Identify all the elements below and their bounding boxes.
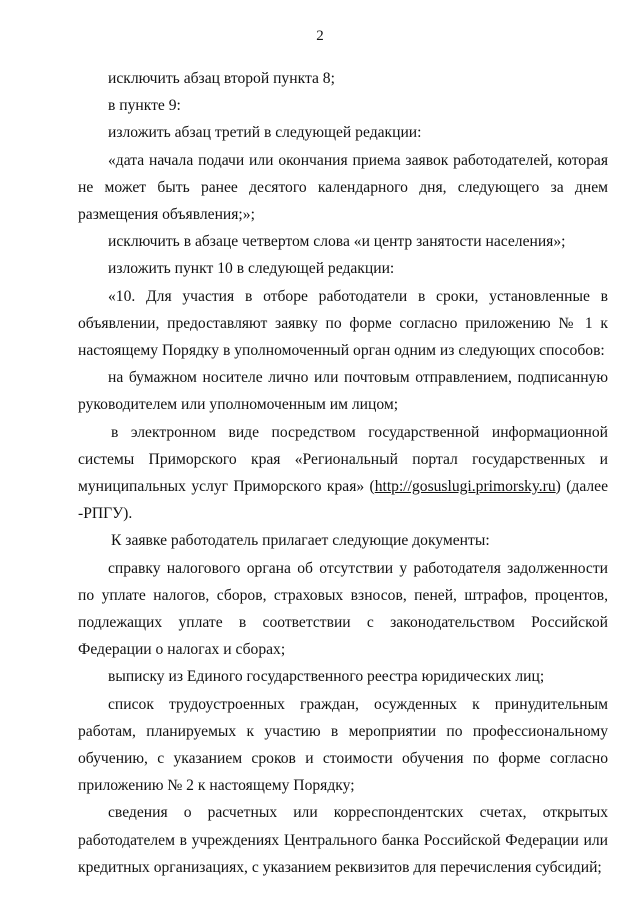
paragraph-bank-accounts: сведения о расчетных или корреспондентских счетах, открытых работодателем в учреждениях Центрального банка Российской Федерации или кредитных организациях, с указанием реквизитов для перечисления субсидий; <box>78 804 608 876</box>
paragraph-point10-text: «10. Для участия в отборе работодатели в сроки, установленные в объявлении, предоставляют заявку по форме согласно приложению № 1 к настоящему Порядку в уполномоченный орган одним из следующих способов: <box>78 287 608 360</box>
paragraph-documents-intro: К заявке работодатель прилагает следующие документы: <box>111 532 490 550</box>
rpgu-text-after: ) (далее -РПГУ). <box>78 478 609 523</box>
paragraph-paper-carrier: на бумажном носителе лично или почтовым отправлением, подписанную руководителем или уполномоченным им лицом; <box>78 369 608 414</box>
page-number: 2 <box>316 28 324 44</box>
rpgu-text-before: в электронном виде посредством государственной информационной системы Приморского края «Региональный портал государственных и муниципальных услуг Приморского края» ( <box>78 423 608 496</box>
paragraph-tax-certificate: справку налогового органа об отсутствии у работодателя задолженности по уплате налогов, сборов, страховых взносов, пеней, штрафов, процентов, подлежащих уплате в соответствии с законодательством Российской Федерации о налогах и сборах; <box>78 559 608 659</box>
paragraph-point10-wording: изложить пункт 10 в следующей редакции: <box>108 260 395 278</box>
gosuslugi-link[interactable]: http://gosuslugi.primorsky.ru <box>374 478 556 496</box>
paragraph-point9: в пункте 9: <box>108 97 181 115</box>
paragraph-exclude-words: исключить в абзаце четвертом слова «и центр занятости населения»; <box>108 233 566 251</box>
paragraph-exclude-par2-p8: исключить абзац второй пункта 8; <box>108 70 335 87</box>
paragraph-egrul-extract: выписку из Единого государственного реестра юридических лиц; <box>108 668 545 686</box>
paragraph-employed-list: список трудоустроенных граждан, осужденных к принудительным работам, планируемых к участию в мероприятии по профессиональному обучению, с указанием сроков и стоимости обучения по форме согласно приложению № 2 к настоящему Порядку; <box>78 695 608 795</box>
paragraph-par3-wording: изложить абзац третий в следующей редакции: <box>108 124 422 142</box>
paragraph-application-dates: «дата начала подачи или окончания приема заявок работодателей, которая не может быть ранее десятого календарного дня, следующего за днем размещения объявления;»; <box>78 151 608 224</box>
document-body <box>78 65 608 881</box>
paragraph-electronic-rpgu <box>78 419 608 528</box>
